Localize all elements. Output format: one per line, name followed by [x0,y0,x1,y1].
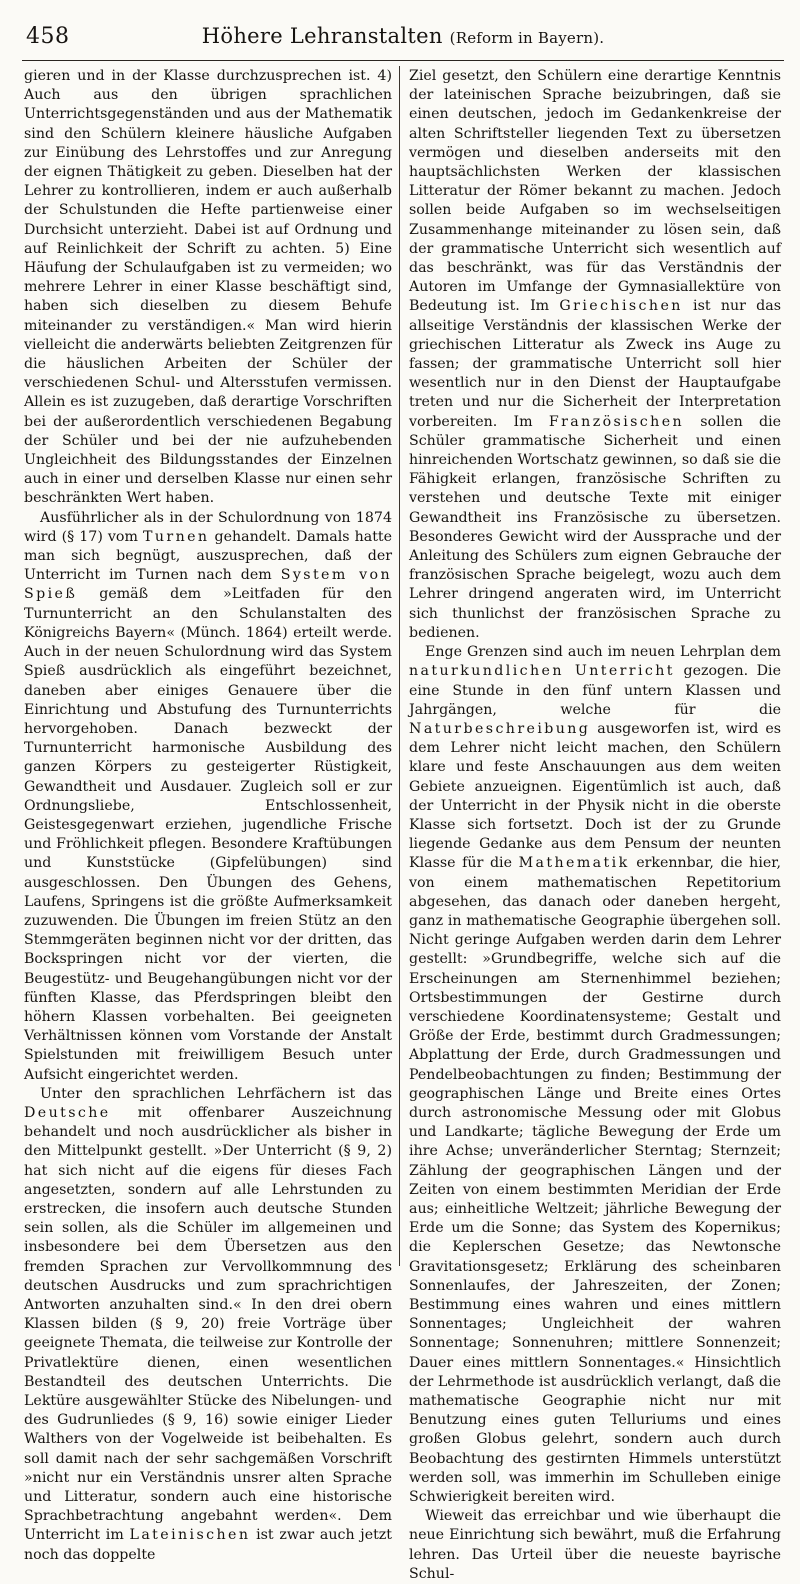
running-title-subtitle: (Reform in Bayern). [449,29,605,47]
text-run: gemäß dem »Leitfaden für den Turnunterricht an den Schulanstalten des Königreichs Bayern« (Münch. 1864) erteilt werde. Auch in der neuen Schulordnung wird das System Spieß ausdrücklich als eingeführt bezeichnet, daneben aber einiges Genauere über die Einrichtung und Abstufung des Turnunterrichts hervorgehoben. Danach bezweckt der Turnunterricht harmonische Ausbildung des ganzen Körpers zu gesteigerter Rüstigkeit, Gewandtheit und Ausdauer. Zugleich soll er zur Ordnungsliebe, Entschlossenheit, Geistesgegenwart erziehen, jugendliche Frische und Fröhlichkeit pflegen. Besondere Kraftübungen und Kunststücke (Gipfelübungen) sind ausgeschlossen. Den Übungen des Gehens, Laufens, Springens ist die größte Aufmerksamkeit zuzuwenden. Die Übungen im freien Stütz an den Stemmgeräten beginnen nicht vor der dritten, das Bockspringen nicht vor der vierten, die Beugestütz- und Beugehangübungen nicht vor der fünften Klasse, das Pferdspringen bleibt den höhern Klassen vorbehalten. Bei geeigneten Verhältnissen können vom Vorstande der Anstalt Spielstunden mit freiwilligem Besuch unter Aufsicht eingerichtet werden. [24,586,392,1083]
emphasis-naturbeschreibung: Naturbeschreibung [409,720,591,737]
text-run: erkennbar, die hier, von einem mathematischen Repetitorium abgesehen, das danach oder daneben hergeht, ganz in mathematische Geographie übergehen soll. Nicht geringe Aufgaben werden darin dem Lehrer gestellt: »Grundbegriffe, welche sich auf die Erscheinungen am Sternenhimmel beziehen; Ortsbestimmungen der Gestirne durch verschiedene Koordinatensysteme; Gestalt und Größe der Erde, bestimmt durch Gradmessungen; Abplattung der Erde, durch Gradmessungen und Pendelbeobachtungen zu finden; Bestimmung der geographischen Länge und Breite eines Ortes durch astronomische Messung oder mit Globus und Landkarte; tägliche Bewegung der Erde um ihre Achse; unveränderlicher Sterntag; Sternzeit; Zählung der geographischen Längen und der Zeiten von einem bestimmten Meridian der Erde aus; einheitliche Weltzeit; jährliche Bewegung der Erde um die Sonne; das System des Kopernikus; die Keplerschen Gesetze; das Newtonsche Gravitationsgesetz; Erklärung des scheinbaren Sonnenlaufes, der Jahreszeiten, der Zonen; Bestimmung eines wahren und eines mittlern Sonnentages; Ungleichheit der wahren Sonnentage; Sonnenuhren; mittlere Sonnenzeit; Dauer eines mittlern Sonnentages.« Hinsichtlich der Lehrmethode ist ausdrücklich verlangt, daß die mathematische Geographie nicht nur mit Benutzung eines guten Telluriums und eines großen Globus gelehrt, sondern auch durch Beobachtung des gestirnten Himmels unterstützt werden soll, was immerhin im Schulleben einige Schwierigkeit bereiten wird. [409,855,781,1506]
text-run: ist zwar auch jetzt noch das doppelte [24,1527,392,1563]
text-run: Unter den sprachlichen Lehrfächern ist das [40,1085,392,1102]
emphasis-griechischen: Griechischen [559,298,683,315]
paragraph-sprachen [409,67,781,643]
text-run: Ziel gesetzt, den Schülern eine derartige Kenntnis der lateinischen Sprache beizubringen, daß sie einen deutschen, jedoch im Gedankenkreise der alten Schriftsteller liegenden Text zu übersetzen vermögen und dieselben anderseits mit den hauptsächlichsten Werken der klassischen Litteratur der Römer bekannt zu machen. Jedoch sollen beide Aufgaben so im wechselseitigen Zusammenhange miteinander zu lösen sein, daß der grammatische Unterricht sich wesentlich auf das beschränkt, was für das Verständnis der Autoren im Umfange der Gymnasiallektüre von Bedeutung ist. Im [409,68,781,315]
text-run: gehandelt. Damals hatte man sich begnügt, auszusprechen, daß der Unterricht im Turnen nach dem [24,528,392,584]
emphasis-deutsche: Deutsche [24,1104,111,1121]
text-run: ist nur das allseitige Verständnis der klassischen Werke der griechischen Litteratur als Zweck ins Auge zu fassen; der grammatische Unterricht soll hier wesentlich nur in den Dienst der Hauptaufgabe treten und nur die Sicherheit der Interpretation vorbereiten. Im [409,298,781,430]
running-title-main: Höhere Lehranstalten [201,24,443,48]
paragraph: gieren und in der Klasse durchzusprechen ist. 4) Auch aus den übrigen sprachlichen Unterrichtsgegenständen und aus der Mathematik sind den Schülern kleinere häusliche Aufgaben zur Einübung des Lehrstoffes und zur Anregung der eignen Thätigkeit zu geben. Dieselben hat der Lehrer zu kontrollieren, indem er auch außerhalb der Schulstunden die Hefte partienweise einer Durchsicht unterzieht. Dabei ist auf Ordnung und auf Reinlichkeit der Schrift zu achten. 5) Eine Häufung der Schulaufgaben ist zu vermeiden; wo mehrere Lehrer in einer Klasse beschäftigt sind, haben sich dieselben zu diesem Behufe miteinander zu verständigen.« Man wird hierin vielleicht die anderwärts beliebten Zeitgrenzen für die häuslichen Arbeiten der Schüler der verschiedenen Schul- und Altersstufen vermissen. Allein es ist zuzugeben, daß derartige Vorschriften bei der außerordentlich verschiedenen Begabung der Schüler und bei der nie aufzuhebenden Ungleichheit des Bildungsstandes der Einzelnen auch in einer und derselben Klasse nur einen sehr beschränkten Wert haben. [24,68,392,507]
right-column [409,67,782,1582]
emphasis-mathematik: Mathematik [518,855,630,872]
text-run: sollen die Schüler grammatische Sicherheit und einen hinreichenden Wortschatz gewinnen, so daß sie die Fähigkeit erlangen, französische Schriften zu verstehen und deutsche Texte mit einiger Gewandtheit ins Französische zu übersetzen. Besonderes Gewicht wird der Aussprache und der Anleitung des Schülers zum eignen Gebrauche der französischen Sprache beigelegt, wozu auch dem Lehrer dringend angeraten wird, im Unterricht sich thunlichst der französischen Sprache zu bedienen. [409,413,782,641]
page-number: 458 [26,24,70,49]
left-column [24,67,392,1563]
running-title [22,24,784,48]
column-divider [399,66,400,1266]
text-run: Ausführlicher als in der Schulordnung von 1874 wird (§ 17) vom [24,509,392,545]
emphasis-system-spiess: System von Spieß [24,567,392,603]
emphasis-turnen: Turnen [142,528,210,545]
emphasis-naturkundlich: naturkundlichen Unterricht [409,663,675,680]
paragraph-deutsche [24,1085,392,1565]
running-header [22,16,784,58]
paragraph-turnen [24,509,392,1085]
paragraph-closing: Wieweit das erreichbar und wie überhaupt die neue Einrichtung sich bewährt, muß die Erfahrung lehren. Das Urteil über die neueste bayrische Schul- [409,1508,781,1582]
header-rule [22,60,784,61]
paragraph-naturkunde [409,643,781,1507]
text-run: Enge Grenzen sind auch im neuen Lehrplan dem [425,644,781,661]
text-run: mit offenbarer Auszeichnung behandelt und noch ausdrücklicher als bisher in den Mittelpunkt gestellt. »Der Unterricht (§ 9, 2) hat sich nicht auf die eigens für dieses Fach angesetzten, sondern auf alle Lehrstunden zu erstrecken, die insofern auch deutsche Stunden sein sollen, als die Schüler im allgemeinen und insbesondere bei dem Übersetzen aus den fremden Sprachen zur Vervollkommnung des deutschen Ausdrucks und zum sprachrichtigen Antworten anzuhalten sind.« In den drei obern Klassen bilden (§ 9, 20) freie Vorträge über geeignete Themata, die teilweise zur Kontrolle der Privatlektüre dienen, einen wesentlichen Bestandteil des deutschen Unterrichts. Die Lektüre ausgewählter Stücke des Nibelungen- und des Gudrunliedes (§ 9, 16) sowie einiger Lieder Walthers von der Vogelweide ist beibehalten. Es soll damit nach der sehr sachgemäßen Vorschrift »nicht nur ein Verständnis unsrer alten Sprache und Litteratur, sondern auch eine historische Sprachbetrachtung angebahnt werden«. Dem Unterricht im [24,1104,392,1544]
text-run: ausgeworfen ist, wird es dem Lehrer nicht leicht machen, den Schülern klare und feste Anschauungen aus dem weiten Gebiete anzueignen. Eigentümlich ist auch, daß der Unterricht in der Physik nicht in die oberste Klasse sich fortsetzt. Doch ist der zu Grunde liegende Gedanke aus dem Pensum der neunten Klasse für die [409,720,781,872]
emphasis-lateinischen: Lateinischen [129,1527,251,1544]
text-run: gezogen. Die eine Stunde in den fünf untern Klassen und Jahrgängen, welche für die [409,663,781,718]
emphasis-franzoesischen: Französischen [548,413,685,430]
